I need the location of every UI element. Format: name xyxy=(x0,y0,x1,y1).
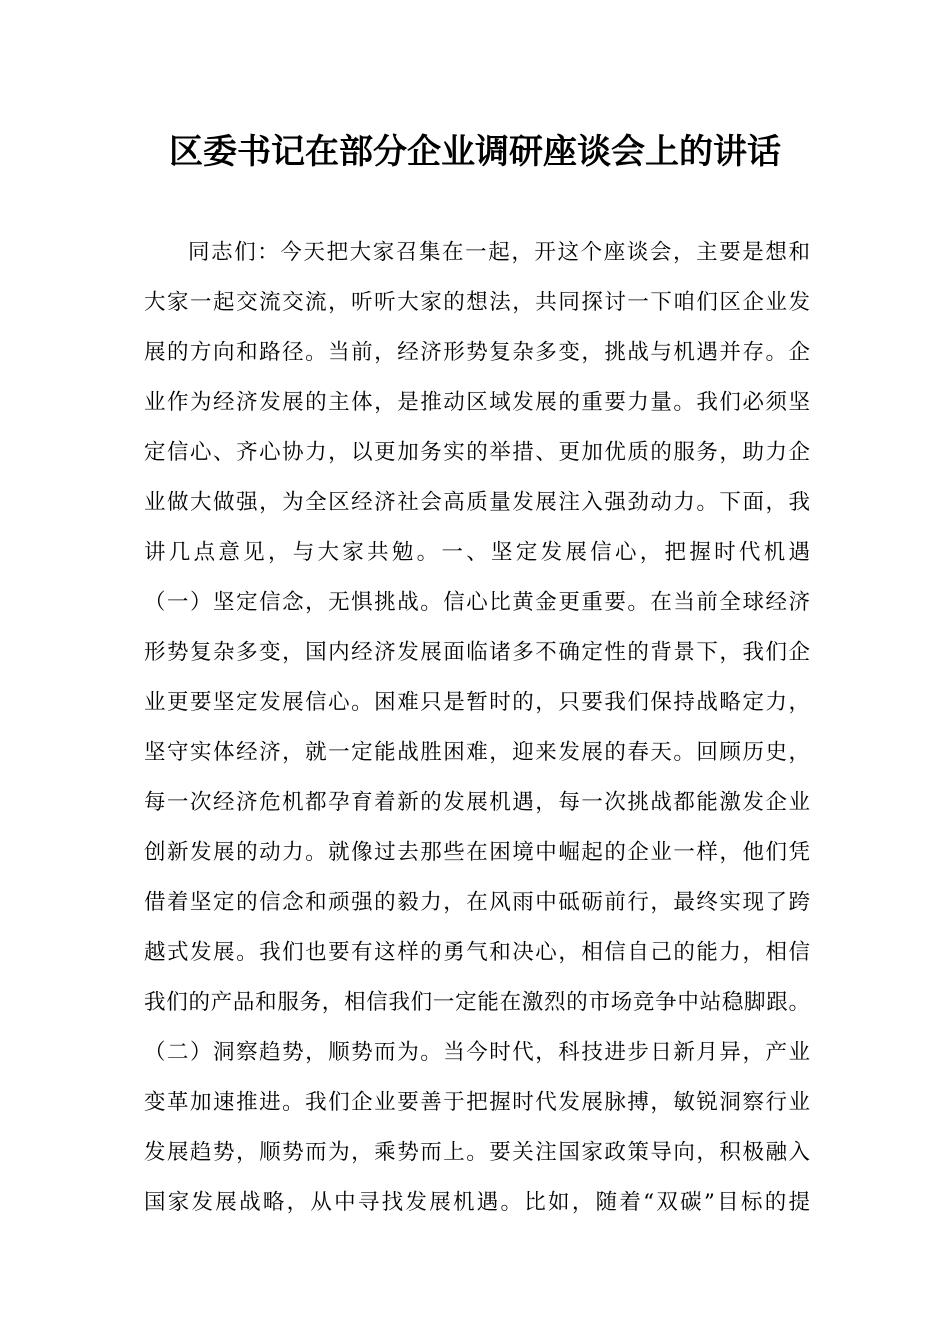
body-line: 发展趋势，顺势而为，乘势而上。要关注国家政策导向，积极融入 xyxy=(144,1140,810,1165)
body-line: 每一次经济危机都孕育着新的发展机遇，每一次挑战都能激发企业 xyxy=(144,790,810,815)
body-line: 坚守实体经济，就一定能战胜困难，迎来发展的春天。回顾历史， xyxy=(144,740,810,765)
body-line: 借着坚定的信念和顽强的毅力，在风雨中砥砺前行，最终实现了跨 xyxy=(144,890,810,915)
body-line: 创新发展的动力。就像过去那些在困境中崛起的企业一样，他们凭 xyxy=(144,840,810,865)
body-line: 大家一起交流交流，听听大家的想法，共同探讨一下咱们区企业发 xyxy=(144,290,810,315)
body-line: 国家发展战略，从中寻找发展机遇。比如，随着“双碳”目标的提 xyxy=(144,1190,810,1215)
body-line: 讲几点意见，与大家共勉。一、坚定发展信心，把握时代机遇 xyxy=(144,540,810,565)
body-line: 业作为经济发展的主体，是推动区域发展的重要力量。我们必须坚 xyxy=(144,390,810,415)
body-line: 变革加速推进。我们企业要善于把握时代发展脉搏，敏锐洞察行业 xyxy=(144,1090,810,1115)
body-line: 我们的产品和服务，相信我们一定能在激烈的市场竞争中站稳脚跟。 xyxy=(144,990,810,1015)
body-line: （二）洞察趋势，顺势而为。当今时代，科技进步日新月异，产业 xyxy=(144,1040,810,1065)
body-line: 定信心、齐心协力，以更加务实的举措、更加优质的服务，助力企 xyxy=(144,440,810,465)
document-body xyxy=(144,228,810,1228)
body-line: 越式发展。我们也要有这样的勇气和决心，相信自己的能力，相信 xyxy=(144,940,810,965)
body-line: 业更要坚定发展信心。困难只是暂时的，只要我们保持战略定力， xyxy=(144,690,810,715)
body-line: 形势复杂多变，国内经济发展面临诸多不确定性的背景下，我们企 xyxy=(144,640,810,665)
document-title: 区委书记在部分企业调研座谈会上的讲话 xyxy=(169,132,781,172)
body-line: 业做大做强，为全区经济社会高质量发展注入强劲动力。下面，我 xyxy=(144,490,810,515)
body-line: 同志们：今天把大家召集在一起，开这个座谈会，主要是想和 xyxy=(188,240,810,265)
body-line: （一）坚定信念，无惧挑战。信心比黄金更重要。在当前全球经济 xyxy=(144,590,810,615)
body-line: 展的方向和路径。当前，经济形势复杂多变，挑战与机遇并存。企 xyxy=(144,340,810,365)
